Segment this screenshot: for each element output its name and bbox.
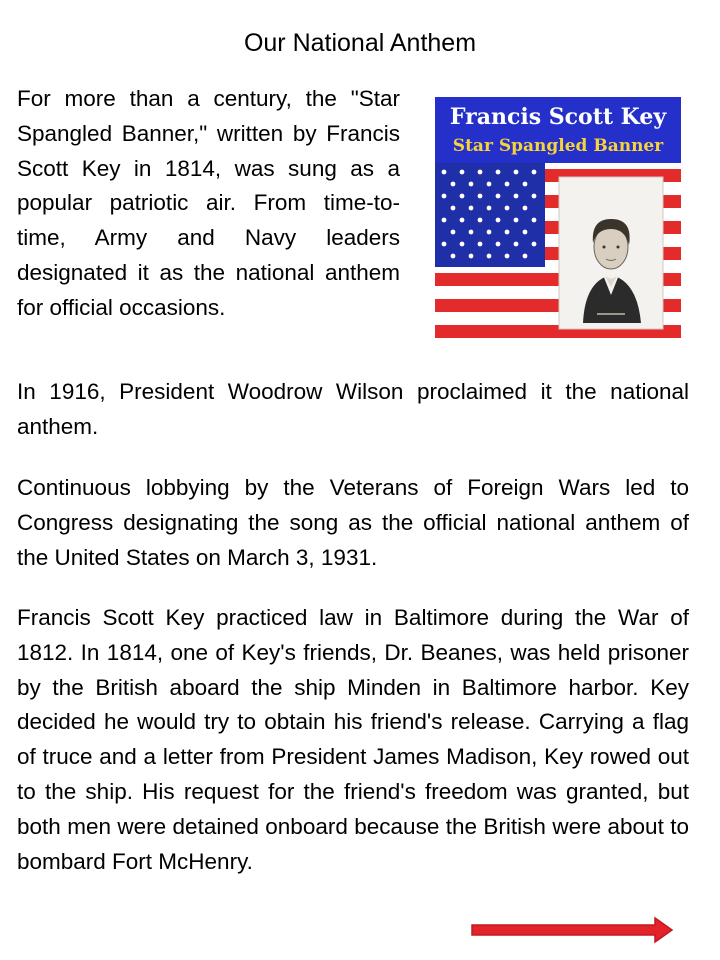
next-slide-button[interactable] (470, 915, 675, 945)
francis-scott-key-image (435, 97, 681, 343)
lobbying-paragraph: Continuous lobbying by the Veterans of Foreign Wars led to Congress designating the song as the official national anthem of the United States on March 3, 1931. (17, 475, 689, 570)
intro-paragraph: For more than a century, the "Star Spangled Banner," written by Francis Scott Key in 1814, was sung as a popular patriotic air. From time-to-time, Army and Navy leaders designated it as the national anthem for official occasions. (17, 86, 400, 320)
image-header-band (435, 97, 681, 163)
key-story-paragraph: Francis Scott Key practiced law in Baltimore during the War of 1812. In 1814, one of Key's friends, Dr. Beanes, was held prisoner by the British aboard the ship Minden in Baltimore harbor. Key decided he would try to obtain his friend's release. Carrying a flag of truce and a letter from President James Madison, Key rowed out to the ship. His request for the friend's freedom was granted, but both men were detained onboard because the British were about to bombard Fort McHenry. (17, 605, 689, 874)
page-title: Our National Anthem (243, 29, 477, 57)
image-header-name: Francis Scott Key (449, 104, 667, 130)
proclamation-paragraph: In 1916, President Woodrow Wilson proclaimed it the national anthem. (17, 379, 689, 439)
flag-portrait-art (435, 163, 681, 343)
right-arrow-icon (470, 915, 675, 945)
image-header-subtitle: Star Spangled Banner (452, 136, 664, 156)
